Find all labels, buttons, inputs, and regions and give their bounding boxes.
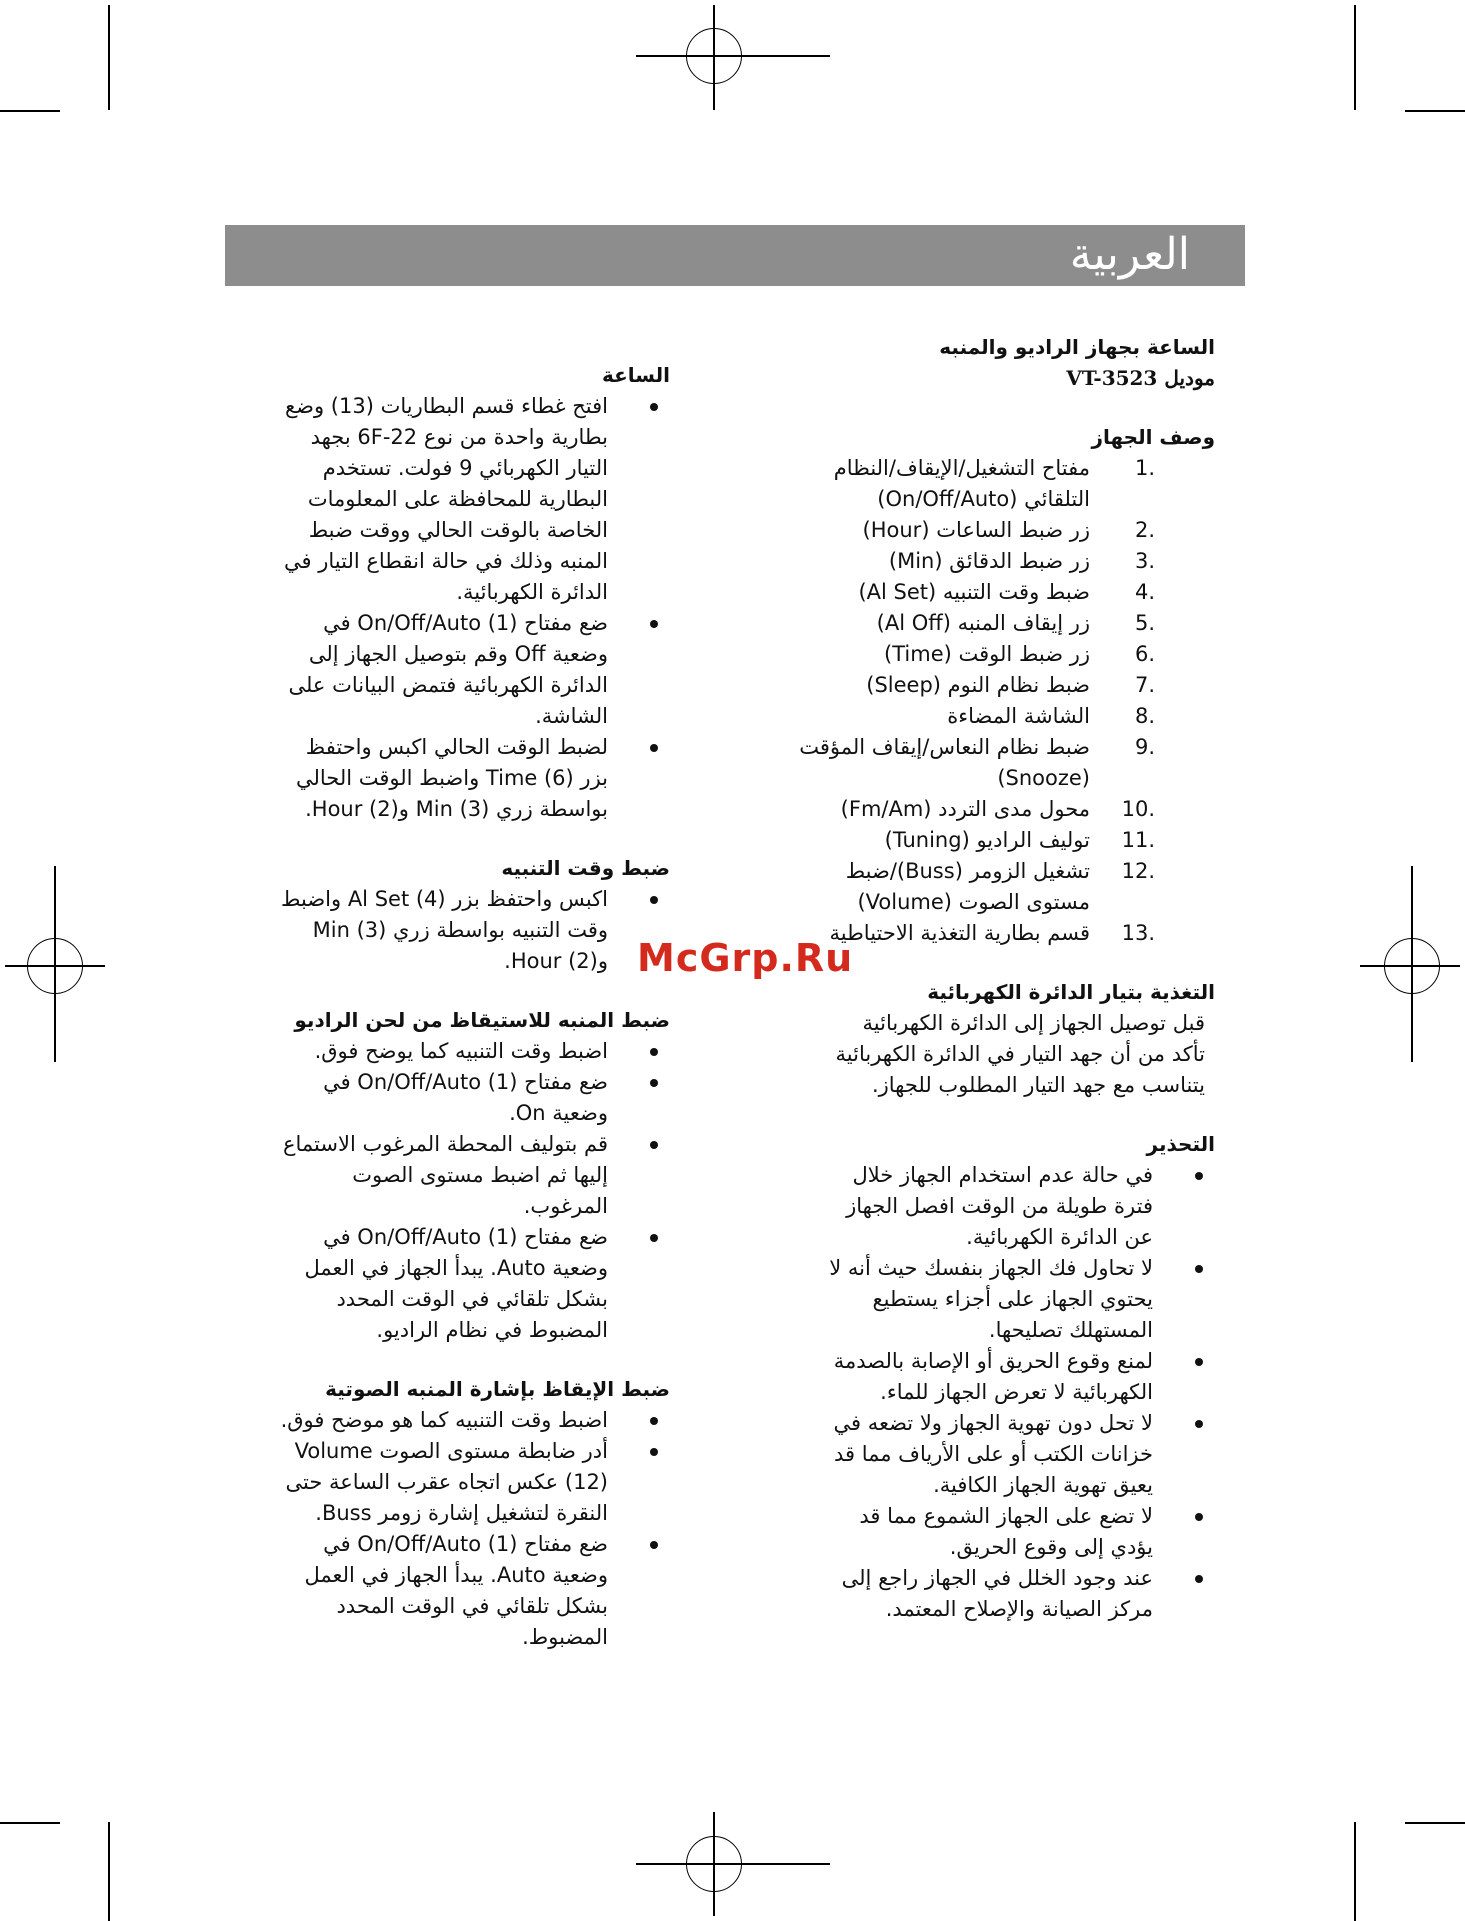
language-banner xyxy=(225,225,1245,286)
left-column xyxy=(250,360,670,1653)
clock-item: ضع مفتاح On/Off/Auto (1) في وضعية Off وقم بتوصيل الجهاز إلى الدائرة الكهربائية فتمض البيانات على الشاشة. xyxy=(250,608,670,732)
component-item: 12. تشغيل الزومر (Buss)/ضبط مستوى الصوت (Volume) xyxy=(845,859,1155,914)
registration-line-top-v xyxy=(713,5,715,110)
crop-mark-bl-h xyxy=(0,1822,60,1824)
power-text: قبل توصيل الجهاز إلى الدائرة الكهربائية تأكد من أن جهد التيار في الدائرة الكهربائية يتناسب مع جهد التيار المطلوب للجهاز. xyxy=(835,1011,1205,1097)
components-list xyxy=(790,453,1215,949)
buzzer-item: اضبط وقت التنبيه كما هو موضح فوق. xyxy=(250,1405,670,1436)
power-heading: التغذية بتيار الدائرة الكهربائية xyxy=(927,980,1215,1004)
crop-mark-tl-v xyxy=(108,5,110,110)
component-item: 10. محول مدى التردد (Fm/Am) xyxy=(840,797,1155,821)
component-item: 8. الشاشة المضاءة xyxy=(947,704,1155,728)
component-item: 13. قسم بطارية التغذية الاحتياطية xyxy=(829,921,1155,945)
registration-line-bottom-h xyxy=(636,1863,830,1865)
registration-line-right-h xyxy=(1360,965,1460,967)
radio-alarm-item: ضع مفتاح On/Off/Auto (1) في وضعية On. xyxy=(250,1067,670,1129)
crop-mark-br-v xyxy=(1354,1822,1356,1921)
model-name: موديل VT-3523 xyxy=(1066,366,1215,390)
registration-line-left-v xyxy=(54,866,56,1062)
radio-alarm-heading: ضبط المنبه للاستيقاظ من لحن الراديو xyxy=(294,1008,670,1032)
language-title: العربية xyxy=(1069,229,1190,280)
buzzer-list xyxy=(250,1405,670,1653)
buzzer-item: أدر ضابطة مستوى الصوت Volume (12) عكس اتجاه عقرب الساعة حتى النقرة لتشغيل إشارة زومر Buss. xyxy=(250,1436,670,1529)
component-item: 9. ضبط نظام النعاس/إيقاف المؤقت (Snooze) xyxy=(799,735,1155,790)
product-title: الساعة بجهاز الراديو والمنبه xyxy=(939,335,1215,359)
warning-item: عند وجود الخلل في الجهاز راجع إلى مركز الصيانة والإصلاح المعتمد. xyxy=(790,1563,1215,1625)
radio-alarm-list xyxy=(250,1036,670,1346)
component-item: 6. زر ضبط الوقت (Time) xyxy=(884,642,1155,666)
warning-item: لا تحاول فك الجهاز بنفسك حيث أنه لا يحتوي الجهاز على أجزاء يستطيع المستهلك تصليحها. xyxy=(790,1253,1215,1346)
crop-mark-tl-h xyxy=(0,110,60,112)
warning-item: لا تضع على الجهاز الشموع مما قد يؤدي إلى وقوع الحريق. xyxy=(790,1501,1215,1563)
alarm-item: اكبس واحتفظ بزر Al Set (4) واضبط وقت التنبيه بواسطة زري Min (3) وHour (2). xyxy=(250,884,670,977)
watermark: McGrp.Ru xyxy=(637,936,854,980)
buzzer-item: ضع مفتاح On/Off/Auto (1) في وضعية Auto. يبدأ الجهاز في العمل بشكل تلقائي في الوقت المحدد المضبوط. xyxy=(250,1529,670,1653)
crop-mark-br-h xyxy=(1405,1822,1465,1824)
component-item: 4. ضبط وقت التنبيه (Al Set) xyxy=(858,580,1155,604)
crop-mark-tr-h xyxy=(1405,110,1465,112)
warning-item: في حالة عدم استخدام الجهاز خلال فترة طويلة من الوقت افصل الجهاز عن الدائرة الكهربائية. xyxy=(790,1160,1215,1253)
buzzer-heading: ضبط الإيقاظ بإشارة المنبه الصوتية xyxy=(325,1377,670,1401)
registration-line-top-h xyxy=(636,55,830,57)
clock-item: افتح غطاء قسم البطاريات (13) وضع بطارية واحدة من نوع 6F-22 بجهد التيار الكهربائي 9 فولت. تستخدم البطارية للمحافظة على المعلومات الخاصة بالوقت الحالي ووقت ضبط المنبه وذلك في حالة انقطاع التيار في الدائرة الكهربائية. xyxy=(250,391,670,608)
right-column xyxy=(790,332,1215,1625)
component-item: 7. ضبط نظام النوم (Sleep) xyxy=(866,673,1155,697)
warning-item: لمنع وقوع الحريق أو الإصابة بالصدمة الكهربائية لا تعرض الجهاز للماء. xyxy=(790,1346,1215,1408)
clock-item: لضبط الوقت الحالي اكبس واحتفظ بزر Time (6) واضبط الوقت الحالي بواسطة زري Min (3) وHour (2). xyxy=(250,732,670,825)
component-item: 11. توليف الراديو (Tuning) xyxy=(884,828,1155,852)
alarm-list xyxy=(250,884,670,977)
warning-heading: التحذير xyxy=(1146,1132,1215,1156)
registration-line-right-v xyxy=(1411,866,1413,1062)
clock-list xyxy=(250,391,670,825)
registration-line-bottom-v xyxy=(713,1812,715,1916)
clock-heading: الساعة xyxy=(601,363,670,387)
radio-alarm-item: ضع مفتاح On/Off/Auto (1) في وضعية Auto. يبدأ الجهاز في العمل بشكل تلقائي في الوقت المحدد المضبوط في نظام الراديو. xyxy=(250,1222,670,1346)
warnings-list xyxy=(790,1160,1215,1625)
component-item: 3. زر ضبط الدقائق (Min) xyxy=(888,549,1155,573)
radio-alarm-item: قم بتوليف المحطة المرغوب الاستماع إليها ثم اضبط مستوى الصوت المرغوب. xyxy=(250,1129,670,1222)
component-item: 2. زر ضبط الساعات (Hour) xyxy=(862,518,1155,542)
radio-alarm-item: اضبط وقت التنبيه كما يوضح فوق. xyxy=(250,1036,670,1067)
component-item: 5. زر إيقاف المنبه (Al Off) xyxy=(876,611,1155,635)
description-heading: وصف الجهاز xyxy=(1091,425,1215,449)
component-item: 1. مفتاح التشغيل/الإيقاف/النظام التلقائي (On/Off/Auto) xyxy=(833,456,1155,511)
alarm-heading: ضبط وقت التنبيه xyxy=(501,856,670,880)
warning-item: لا تحل دون تهوية الجهاز ولا تضعه في خزانات الكتب أو على الأرياف مما قد يعيق تهوية الجهاز الكافية. xyxy=(790,1408,1215,1501)
crop-mark-bl-v xyxy=(108,1822,110,1921)
crop-mark-tr-v xyxy=(1354,5,1356,110)
